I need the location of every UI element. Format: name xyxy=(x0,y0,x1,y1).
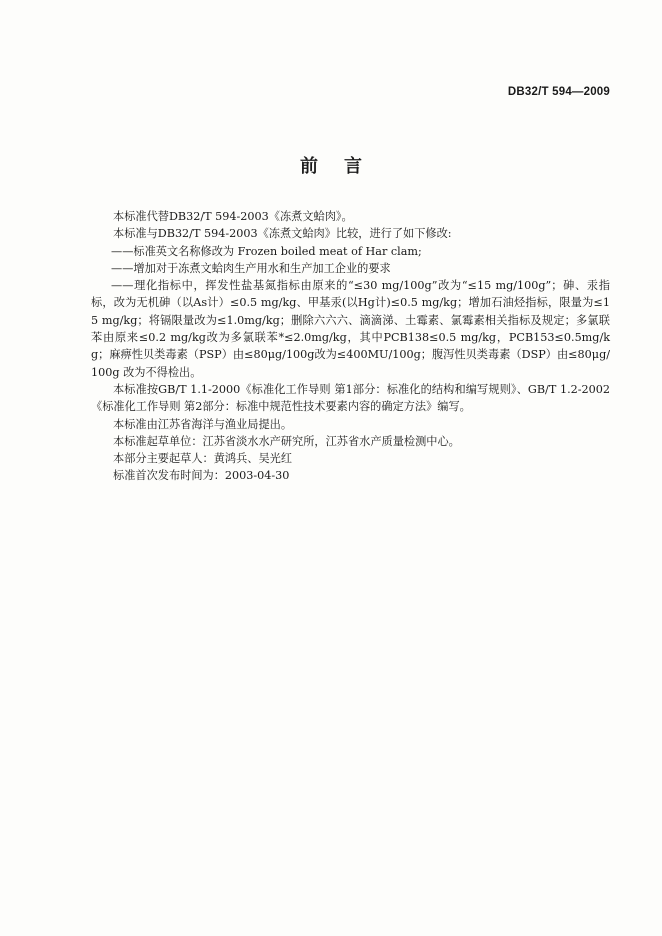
change-item-water-requirement: ——增加对于冻煮文蛤肉生产用水和生产加工企业的要求 xyxy=(111,261,391,275)
foreword-body xyxy=(91,208,610,485)
paragraph-first-release: 标准首次发布时间为：2003-04-30 xyxy=(113,469,290,483)
standard-code: DB32/T 594—2009 xyxy=(507,86,610,98)
paragraph-comparison: 本标准与DB32/T 594-2003《冻煮文蛤肉》比较，进行了如下修改: xyxy=(113,227,452,241)
paragraph-drafters: 本部分主要起草人：黄鸿兵、吴光红 xyxy=(113,452,293,466)
page-title: 前言 xyxy=(300,156,388,177)
paragraph-drafting-units: 本标准起草单位：江苏省淡水水产研究所，江苏省水产质量检测中心。 xyxy=(113,434,460,448)
change-item-physicochemical: ——理化指标中，挥发性盐基氮指标由原来的“≤30 mg/100g”改为“≤15 mg/100g”；砷、汞指标，改为无机砷（以As计）≤0.5 mg/kg、甲基汞(以Hg计)≤0.5 mg/kg；增加石油烃指标，限量为≤15 mg/kg；将镉限量改为≤1.0mg/kg；删除六六六、滴滴涕、土霉素、氯霉素相关指标及规定；多氯联苯由原来≤0.2 mg/kg改为多氯联苯*≤2.0mg/kg，其中PCB138≤0.5 mg/kg，PCB153≤0.5mg/kg；麻痹性贝类毒素（PSP）由≤80μg/100g改为≤400MU/100g；腹泻性贝类毒素（DSP）由≤80μg/100g 改为不得检出。 xyxy=(91,279,610,379)
paragraph-drafting-rules: 本标准按GB/T 1.1-2000《标准化工作导则 第1部分：标准化的结构和编写规则》、GB/T 1.2-2002《标准化工作导则 第2部分：标准中规范性技术要素内容的确定方法》编写。 xyxy=(91,382,610,414)
change-item-english-name: ——标准英文名称修改为 Frozen boiled meat of Har clam; xyxy=(111,244,422,258)
paragraph-proposer: 本标准由江苏省海洋与渔业局提出。 xyxy=(113,417,293,431)
paragraph-replaces: 本标准代替DB32/T 594-2003《冻煮文蛤肉》。 xyxy=(113,210,353,223)
